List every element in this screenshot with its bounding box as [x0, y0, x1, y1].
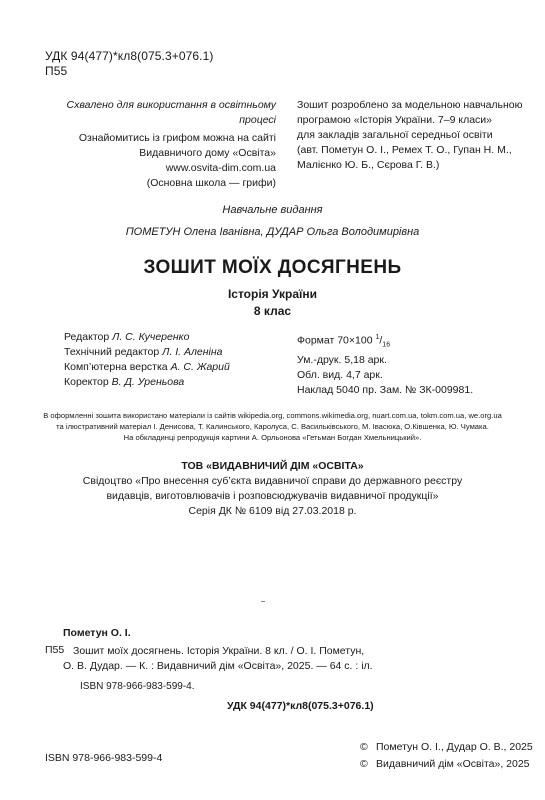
spec-line: Обл. вид. 4,7 арк. — [297, 368, 383, 381]
certificate-line: Свідоцтво «Про внесення суб’єкта видавничої справи до державного реєстру — [82, 475, 463, 487]
subject: Історія України — [227, 287, 318, 301]
staff-role: Технічний редактор — [64, 346, 160, 358]
staff-role: Коректор — [64, 376, 109, 388]
staff-row — [64, 345, 230, 360]
certificate-line: видавців, виготовлювачів і розповсюджувачів видавничої продукції» — [106, 490, 439, 502]
isbn: ISBN 978-966-983-599-4 — [45, 752, 163, 764]
approval-url: www.osvita-dim.com.ua — [165, 162, 276, 174]
catalog-author: Пометун О. І. — [63, 627, 131, 639]
copyright-text: Видавничий дім «Освіта», 2025 — [376, 758, 530, 770]
approval-recommended: Схвалено для використання в освітньому процесі — [66, 99, 276, 126]
staff-role: Редактор — [64, 331, 110, 343]
approval-line: Видавничого дому «Освіта» — [139, 147, 276, 159]
certificate-line: Серія ДК № 6109 від 27.03.2018 р. — [188, 505, 357, 517]
credits-line: На обкладинці репродукція картини А. Орльонова «Гетьман Богдан Хмельницький». — [123, 433, 422, 442]
catalog-code: П55 — [45, 644, 65, 656]
staff-list — [64, 330, 230, 390]
spec-line: Ум.-друк. 5,18 арк. — [297, 353, 387, 366]
staff-name: Л. С. Кучеренко — [112, 331, 190, 343]
program-note — [297, 98, 537, 173]
authors: ПОМЕТУН Олена Іванівна, ДУДАР Ольга Володимирівна — [125, 226, 420, 238]
copyright-icon: © — [360, 758, 368, 770]
approval-block — [30, 98, 276, 191]
copyright-line — [360, 739, 533, 756]
program-line: програмою «Історія України. 7–9 класи» — [297, 114, 492, 126]
approval-line: Ознайомитись із грифом можна на сайті — [78, 132, 276, 144]
program-line: Зошит розроблено за модельною навчальною — [297, 99, 523, 111]
grade: 8 клас — [253, 304, 292, 318]
format-denominator: 16 — [382, 341, 391, 349]
author-sign: П55 — [45, 64, 68, 78]
spec-line: Наклад 5040 пр. Зам. № ЗК-009981. — [297, 383, 474, 396]
udk-code-top — [45, 49, 214, 79]
approval-line: (Основна школа — грифи) — [146, 177, 276, 189]
staff-name: Л. І. Аленіна — [162, 346, 223, 358]
catalog-isbn: ISBN 978-966-983-599-4. — [80, 681, 195, 692]
copyright-text: Пометун О. І., Дудар О. В., 2025 — [376, 741, 533, 753]
staff-name: В. Д. Уреньова — [111, 376, 185, 388]
staff-name: А. С. Жарий — [170, 361, 230, 373]
staff-role: Комп’ютерна верстка — [64, 361, 168, 373]
credits-line: В оформленні зошита використано матеріали із сайтів wikipedia.org, commons.wikimedia.org, nuart.com.ua, tokm.com.ua, we.org.ua — [43, 411, 502, 420]
copyright-icon: © — [360, 741, 368, 753]
udk-code-bottom: УДК 94(477)*кл8(075.3+076.1) — [227, 700, 374, 712]
copyright-line — [360, 756, 533, 773]
format-prefix: Формат 70×100 — [297, 334, 373, 347]
copyright-block — [360, 739, 533, 773]
format-numerator: 1 — [375, 334, 380, 341]
staff-row — [64, 360, 230, 375]
staff-row — [64, 330, 230, 345]
program-line: Малієнко Ю. Б., Сєрова Г. В.) — [297, 159, 440, 171]
publisher-certificate — [0, 474, 545, 519]
catalog-line: О. В. Дудар. — К. : Видавничий дім «Освіта», 2025. — 64 с. : іл. — [63, 660, 373, 672]
edition-type: Навчальне видання — [222, 204, 323, 216]
book-title: ЗОШИТ МОЇХ ДОСЯГНЕНЬ — [143, 257, 402, 278]
program-line: для закладів загальної середньої освіти — [297, 129, 493, 141]
publisher-name: ТОВ «ВИДАВНИЧИЙ ДІМ «ОСВІТА» — [181, 460, 364, 472]
format-spec: Формат 70×100 $^1/_{16}$ — [297, 334, 391, 349]
catalog-line: Зошит моїх досягнень. Історія України. 8 кл. / О. І. Пометун, — [73, 645, 365, 657]
image-credits — [14, 410, 531, 443]
udk-line: УДК 94(477)*кл8(075.3+076.1) — [45, 49, 214, 63]
decorative-mark — [261, 601, 265, 602]
credits-line: та ілюстративний матеріал І. Денисова, Т. Калинського, Каролуса, С. Васильківського, М. Івасюка, О.Ківшенка, Ю. Чумака. — [56, 422, 489, 431]
print-specs — [297, 330, 473, 398]
program-line: (авт. Пометун О. І., Ремех Т. О., Гупан Н. М., — [297, 144, 512, 156]
catalog-entry — [63, 644, 523, 674]
staff-row — [64, 375, 230, 390]
